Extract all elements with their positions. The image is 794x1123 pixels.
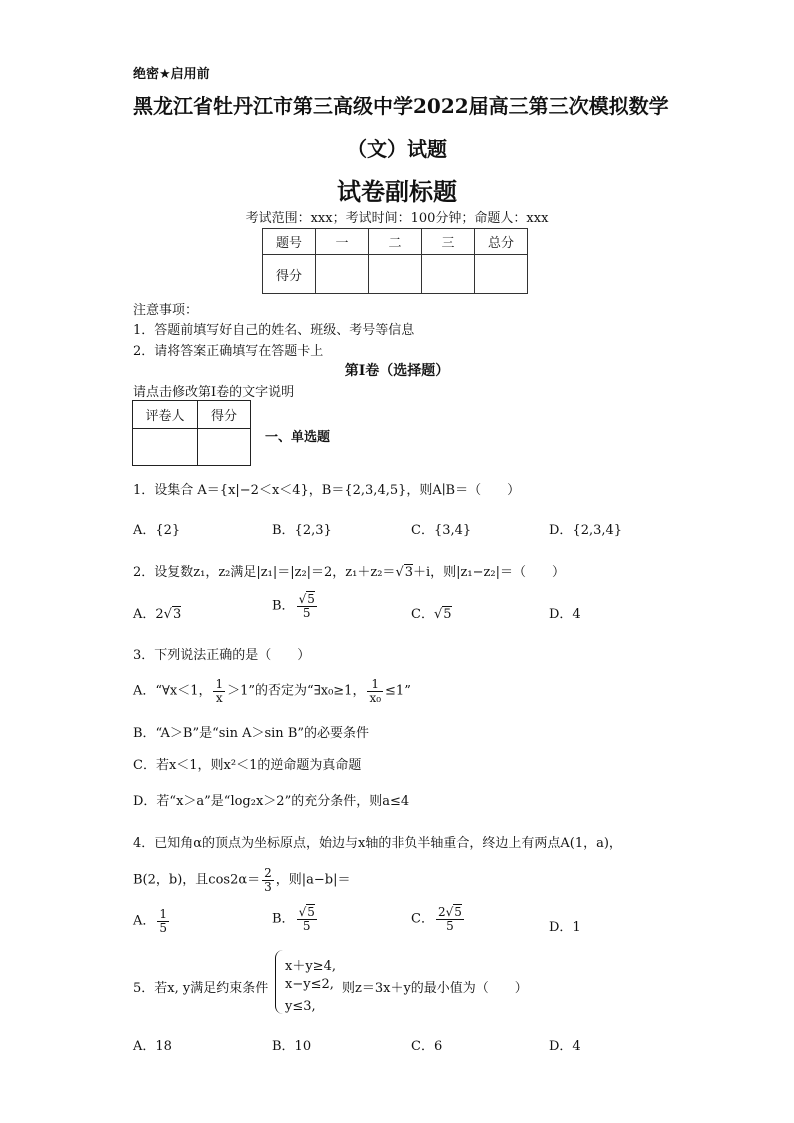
question-stem: 5．若x, y满足约束条件: [133, 981, 269, 996]
fraction-den: x: [215, 690, 223, 705]
fraction: $\frac{√5}{5}$: [298, 905, 315, 933]
grader-cell[interactable]: [133, 429, 198, 466]
option-b[interactable]: B．10: [272, 1039, 312, 1054]
notes-heading: 注意事项：: [133, 303, 199, 318]
constraint: y≤3,: [285, 999, 316, 1014]
fraction-den: 5: [302, 918, 311, 933]
option-a[interactable]: A．{2}: [133, 523, 181, 538]
sqrt-radicand: 3: [172, 607, 182, 622]
option-a[interactable]: A．18: [133, 1039, 172, 1054]
option-d[interactable]: D．若“x＞a”是“log₂x＞2”的充分条件，则a≤4: [133, 794, 410, 809]
question-stem-cont: 则z＝3x＋y的最小值为（ ）: [342, 981, 528, 996]
sqrt-radicand: 5: [307, 905, 315, 919]
question-stem: 1．设集合 A＝{x|−2＜x＜4}，B＝{2,3,4,5}，则A∣B＝（ ）: [133, 483, 521, 498]
score-cell[interactable]: [475, 255, 528, 294]
stem-text: B(2，b)，且cos2α＝: [133, 872, 261, 888]
fraction-num-prefix: 2: [437, 905, 446, 919]
note-item: 2．请将答案正确填写在答题卡上: [133, 344, 324, 359]
option-text: ＞1”的否定为“∃x₀≥1，: [227, 683, 366, 699]
option-text: A．“∀x＜1，: [133, 683, 212, 699]
fraction-num: 1: [215, 677, 224, 691]
question-stem: 2．设复数z₁，z₂满足|z₁|＝|z₂|＝2，z₁＋z₂＝√3＋i，则|z₁−z₂|＝（ ）: [133, 565, 565, 580]
option-c[interactable]: C．{3,4}: [411, 523, 472, 538]
grader-table: [132, 400, 251, 466]
fraction-den: 5: [446, 918, 454, 933]
fraction: $\frac{2√5}{5}$: [437, 905, 462, 933]
option-d[interactable]: D．4: [549, 1039, 581, 1054]
fraction: [157, 908, 169, 934]
score-col-header: 二: [369, 229, 422, 255]
fraction: $\frac{√5}{5}$: [298, 592, 315, 620]
option-a[interactable]: A．2√3: [133, 607, 182, 622]
fraction: [262, 867, 274, 893]
grader-col-header: 评卷人: [133, 401, 198, 429]
part-title: 一、单选题: [265, 430, 331, 445]
score-cell[interactable]: [369, 255, 422, 294]
option-text: C．: [411, 607, 434, 622]
sqrt-radicand: 5: [307, 592, 315, 606]
exam-info: 考试范围：xxx；考试时间：100分钟；命题人：xxx: [245, 211, 549, 226]
stem-text: ＋i，则|z₁−z₂|＝（ ）: [413, 565, 565, 580]
fraction-den: x₀: [369, 690, 382, 705]
option-text: ≤1”: [385, 683, 411, 699]
option-b[interactable]: [272, 593, 319, 619]
stem-text: ，则|a−b|＝: [275, 872, 351, 888]
option-d[interactable]: D．1: [549, 920, 581, 935]
option-b[interactable]: [272, 906, 319, 932]
option-a[interactable]: [133, 908, 171, 934]
fraction-num: 1: [159, 907, 168, 921]
fraction: [213, 678, 225, 704]
score-cell[interactable]: [316, 255, 369, 294]
score-col-header: 总分: [475, 229, 528, 255]
option-d[interactable]: D．{2,3,4}: [549, 523, 623, 538]
score-col-header: 一: [316, 229, 369, 255]
stem-text: 2．设复数z₁，z₂满足|z₁|＝|z₂|＝2，z₁＋z₂＝: [133, 565, 396, 580]
section-title: 第I卷（选择题）: [344, 363, 450, 379]
option-b[interactable]: B．“A＞B”是“sin A＞sin B”的必要条件: [133, 726, 370, 741]
fraction-num: 2: [264, 866, 272, 880]
constraint: x＋y≥4,: [285, 959, 336, 974]
question-stem: 4．已知角α的顶点为坐标原点，始边与x轴的非负半轴重合，终边上有两点A(1，a)，: [133, 836, 622, 851]
option-a[interactable]: [133, 678, 411, 704]
sqrt-radicand: 5: [454, 905, 462, 919]
fraction: [367, 678, 383, 704]
question-stem: 3．下列说法正确的是（ ）: [133, 648, 311, 663]
fraction-den: 5: [302, 605, 311, 620]
grader-cell[interactable]: [198, 429, 251, 466]
question-stem-cont: [133, 867, 351, 893]
option-text: B．: [272, 598, 295, 614]
note-item: 1．答题前填写好自己的姓名、班级、考号等信息: [133, 323, 415, 338]
option-b[interactable]: B．{2,3}: [272, 523, 332, 538]
score-cell[interactable]: [422, 255, 475, 294]
fraction-den: 3: [264, 879, 272, 894]
option-text: C．: [411, 911, 434, 927]
score-col-header: 题号: [263, 229, 316, 255]
secret-mark: 绝密★启用前: [133, 67, 210, 82]
option-c[interactable]: C．若x＜1，则x²＜1的逆命题为真命题: [133, 758, 362, 773]
score-table: [262, 228, 528, 294]
option-text: B．: [272, 911, 295, 927]
option-text: A．2: [133, 607, 164, 622]
score-row-label: 得分: [263, 255, 316, 294]
option-text: A．: [133, 913, 156, 929]
sqrt-radicand: 3: [404, 565, 414, 580]
exam-title-line1: 黑龙江省牡丹江市第三高级中学2022届高三第三次模拟数学: [133, 94, 669, 118]
score-col-header: 三: [422, 229, 475, 255]
option-c[interactable]: C．√5: [411, 607, 452, 622]
fraction-den: 5: [159, 920, 168, 935]
exam-subtitle: 试卷副标题: [337, 177, 457, 206]
option-d[interactable]: D．4: [549, 607, 581, 622]
section-hint: 请点击修改第I卷的文字说明: [133, 385, 295, 400]
grader-col-header: 得分: [198, 401, 251, 429]
option-c[interactable]: [411, 906, 466, 932]
constraint: x−y≤2,: [285, 977, 334, 992]
fraction-num: 1: [367, 678, 383, 692]
option-c[interactable]: C．6: [411, 1039, 443, 1054]
sqrt-radicand: 5: [443, 607, 452, 622]
exam-title-line2: （文）试题: [347, 137, 447, 161]
